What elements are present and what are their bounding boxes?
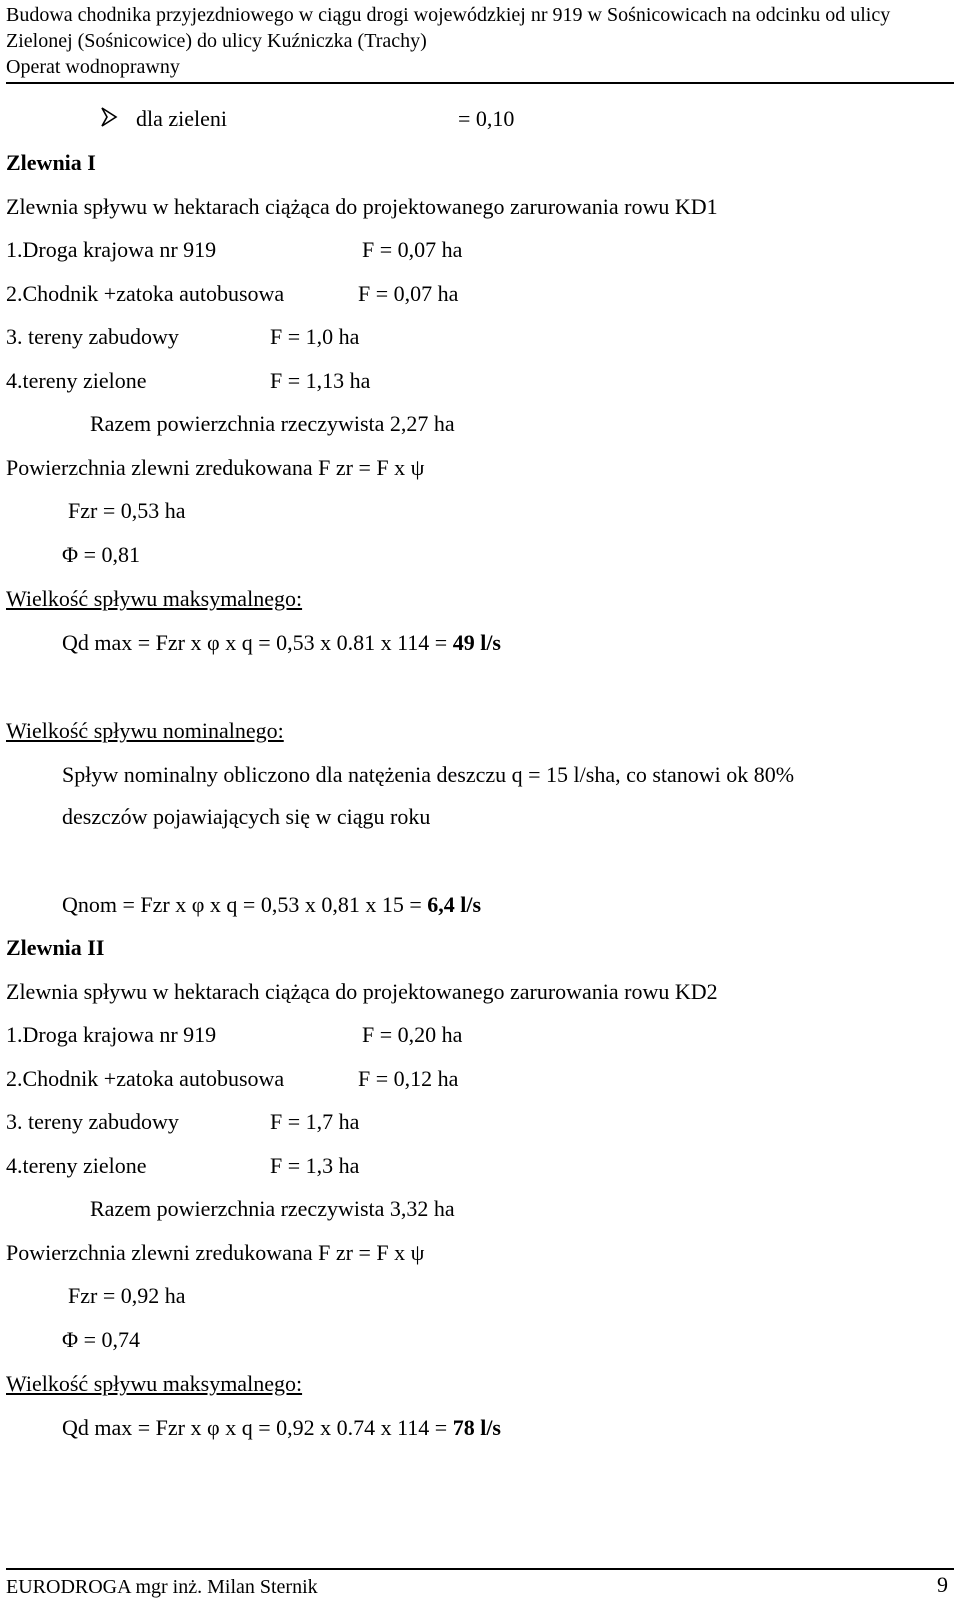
area-item-name: 3. tereny zabudowy [6, 324, 179, 349]
max-runoff-result: 49 l/s [452, 630, 501, 655]
section-title-zlewnia-1: Zlewnia I [6, 150, 96, 175]
max-runoff-formula [62, 630, 501, 656]
page-number: 9 [937, 1572, 948, 1597]
section-title-zlewnia-2: Zlewnia II [6, 935, 105, 960]
total-area: Razem powierzchnia rzeczywista 3,32 ha [90, 1196, 455, 1221]
area-item-name: 4.tereny zielone [6, 1153, 147, 1178]
phi-coefficient: Φ = 0,81 [62, 542, 140, 567]
header-subtitle: Operat wodnoprawny [6, 56, 180, 78]
area-item-name: 1.Droga krajowa nr 919 [6, 1022, 217, 1047]
nominal-runoff-formula-text: Qnom = Fzr x φ x q = 0,53 x 0,81 x 15 = [62, 892, 428, 917]
max-runoff-formula-text: Qd max = Fzr x φ x q = 0,92 x 0.74 x 114 = [62, 1415, 453, 1440]
arrow-bullet-icon [100, 106, 118, 128]
max-runoff-label: Wielkość spływu maksymalnego: [6, 586, 303, 611]
catchment-intro: Zlewnia spływu w hektarach ciążąca do projektowanego zarurowania rowu KD1 [6, 194, 718, 219]
reduced-area-value: Fzr = 0,53 ha [68, 498, 186, 523]
page-header [6, 2, 954, 84]
max-runoff-label: Wielkość spływu maksymalnego: [6, 1371, 303, 1396]
area-item-name: 1.Droga krajowa nr 919 [6, 237, 217, 262]
area-item-value: F = 0,07 ha [358, 281, 459, 306]
reduced-area-formula: Powierzchnia zlewni zredukowana F zr = F x ψ [6, 455, 425, 480]
area-item-value: F = 1,13 ha [270, 368, 371, 393]
reduced-area-formula: Powierzchnia zlewni zredukowana F zr = F x ψ [6, 1240, 425, 1265]
bullet-label: dla zieleni [136, 106, 228, 131]
area-item-name: 2.Chodnik +zatoka autobusowa [6, 1066, 285, 1091]
page-footer [6, 1568, 954, 1598]
reduced-area-value: Fzr = 0,92 ha [68, 1283, 186, 1308]
bullet-value: = 0,10 [458, 106, 515, 131]
max-runoff-formula [62, 1415, 501, 1441]
area-item-value: F = 1,3 ha [270, 1153, 360, 1178]
total-area: Razem powierzchnia rzeczywista 2,27 ha [90, 411, 455, 436]
header-title-line1: Budowa chodnika przyjezdniowego w ciągu drogi wojewódzkiej nr 919 w Sośnicowicach na odcinku od ulicy [6, 4, 891, 26]
area-item-name: 2.Chodnik +zatoka autobusowa [6, 281, 285, 306]
nominal-runoff-text-line1: Spływ nominalny obliczono dla natężenia deszczu q = 15 l/sha, co stanowi ok 80% [62, 762, 795, 787]
area-item-value: F = 1,7 ha [270, 1109, 360, 1134]
area-item-name: 4.tereny zielone [6, 368, 147, 393]
area-item-value: F = 1,0 ha [270, 324, 360, 349]
nominal-runoff-formula [62, 892, 481, 918]
footer-company: EURODROGA mgr inż. Milan Sternik [6, 1576, 318, 1598]
area-item-value: F = 0,20 ha [362, 1022, 463, 1047]
area-item-value: F = 0,12 ha [358, 1066, 459, 1091]
nominal-runoff-text-line2: deszczów pojawiających się w ciągu roku [62, 804, 431, 829]
nominal-runoff-result: 6,4 l/s [427, 892, 482, 917]
area-item-name: 3. tereny zabudowy [6, 1109, 179, 1134]
area-item-value: F = 0,07 ha [362, 237, 463, 262]
max-runoff-formula-text: Qd max = Fzr x φ x q = 0,53 x 0.81 x 114 = [62, 630, 453, 655]
catchment-intro: Zlewnia spływu w hektarach ciążąca do projektowanego zarurowania rowu KD2 [6, 979, 718, 1004]
header-title-line2: Zielonej (Sośnicowice) do ulicy Kuźniczka (Trachy) [6, 30, 427, 52]
phi-coefficient: Φ = 0,74 [62, 1327, 140, 1352]
nominal-runoff-label: Wielkość spływu nominalnego: [6, 718, 284, 743]
max-runoff-result: 78 l/s [452, 1415, 501, 1440]
